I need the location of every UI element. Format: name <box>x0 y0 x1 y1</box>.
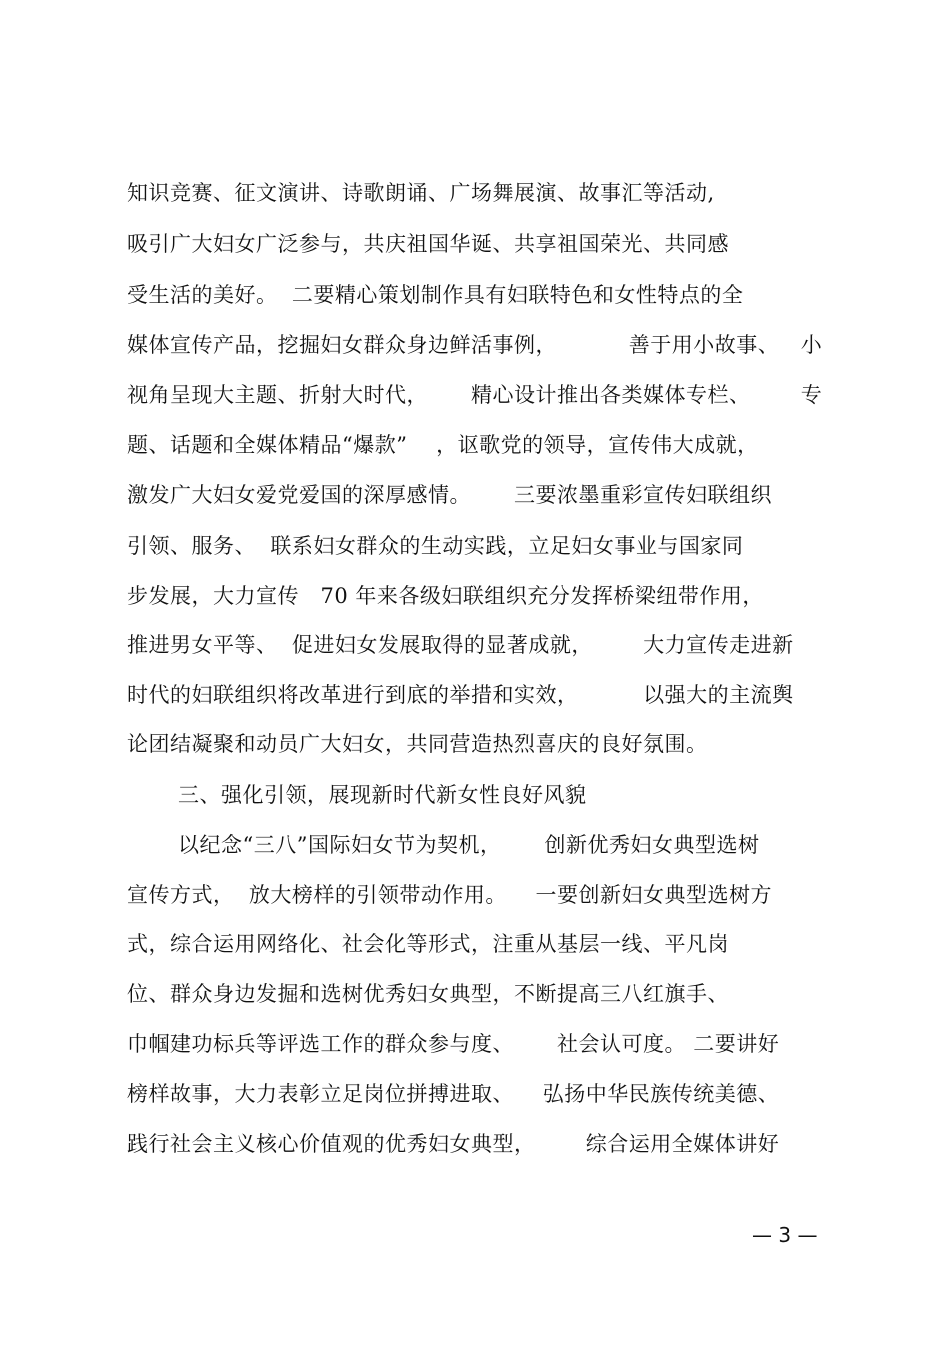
body-text-line: 巾帼建功标兵等评选工作的群众参与度、 社会认可度。 二要讲好 <box>127 1032 780 1056</box>
body-text-line: 知识竞赛、征文演讲、诗歌朗诵、广场舞展演、故事汇等活动, <box>127 181 715 205</box>
body-text-line: 践行社会主义核心价值观的优秀妇女典型， 综合运用全媒体讲好 <box>127 1132 780 1156</box>
body-text-line: 论团结凝聚和动员广大妇女，共同营造热烈喜庆的良好氛围。 <box>127 732 708 756</box>
body-text-line: 推进男女平等、 促进妇女发展取得的显著成就， 大力宣传走进新 <box>127 633 794 657</box>
page-number: — 3 — <box>752 1223 818 1247</box>
body-text-line: 宣传方式， 放大榜样的引领带动作用。 一要创新妇女典型选树方 <box>127 883 773 907</box>
body-text-line: 吸引广大妇女广泛参与，共庆祖国华诞、共享祖国荣光、共同感 <box>127 232 729 256</box>
body-text-line: 激发广大妇女爱党爱国的深厚感情。 三要浓墨重彩宣传妇联组织 <box>127 483 773 507</box>
body-text-line: 榜样故事，大力表彰立足岗位拼搏进取、 弘扬中华民族传统美德、 <box>127 1082 780 1106</box>
body-text-line: 式，综合运用网络化、社会化等形式，注重从基层一线、平凡岗 <box>127 932 729 956</box>
body-text-line: 题、话题和全媒体精品“爆款” ，讴歌党的领导，宣传伟大成就， <box>127 433 759 457</box>
body-text-line: 引领、服务、 联系妇女群众的生动实践，立足妇女事业与国家同 <box>127 534 744 558</box>
body-text-line: 步发展，大力宣传 70 年来各级妇联组织充分发挥桥梁纽带作用， <box>127 584 764 608</box>
body-text-line: 时代的妇联组织将改革进行到底的举措和实效， 以强大的主流舆 <box>127 683 794 707</box>
body-text-line: 位、群众身边发掘和选树优秀妇女典型，不断提高三八红旗手、 <box>127 982 729 1006</box>
paragraph-first-line: 以纪念“三八”国际妇女节为契机， 创新优秀妇女典型选树 <box>178 833 760 857</box>
section-heading: 三、强化引领，展现新时代新女性良好风貌 <box>178 783 587 807</box>
body-text-line: 受生活的美好。 二要精心策划制作具有妇联特色和女性特点的全 <box>127 283 744 307</box>
body-text-line: 媒体宣传产品，挖掘妇女群众身边鲜活事例， 善于用小故事、 小 <box>127 333 823 357</box>
body-text-line: 视角呈现大主题、折射大时代， 精心设计推出各类媒体专栏、 专 <box>127 383 823 407</box>
